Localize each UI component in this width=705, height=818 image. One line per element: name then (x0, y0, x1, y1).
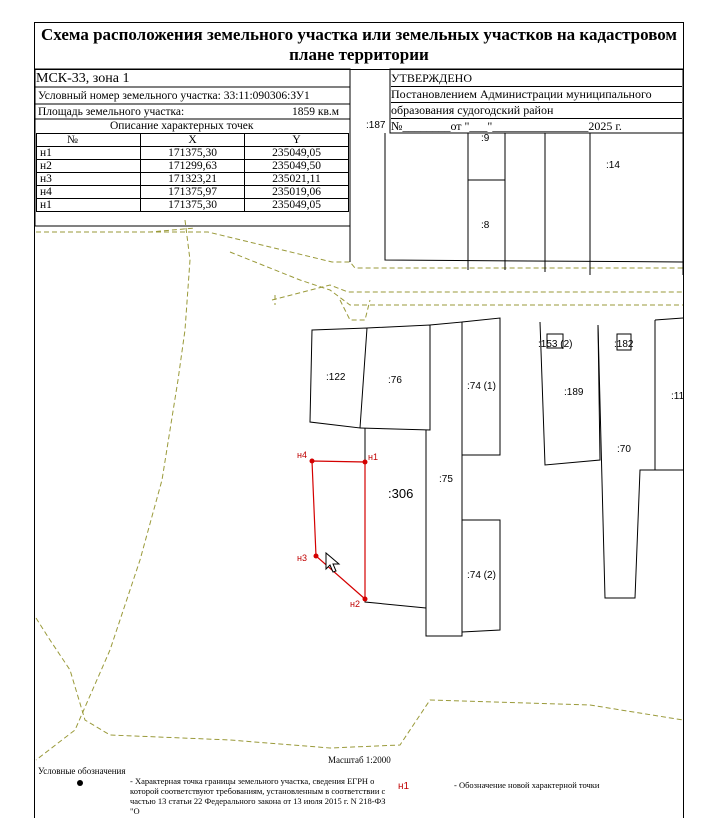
point-x: 171375,97 (141, 186, 245, 199)
legend-point-icon (77, 780, 83, 786)
point-y: 235019,06 (245, 186, 349, 199)
document-title: Схема расположения земельного участка или земельных участков на кадастровом плане территории (40, 25, 678, 64)
parcel-label-122: :122 (326, 372, 346, 383)
point-number: н2 (37, 160, 141, 173)
point-marker-n3 (314, 554, 319, 559)
legend-item-existing-point: - Характерная точка границы земельного участка, сведения ЕГРН о которой соответствуют требованиям, установленным в соответствии с частью 13 статьи 22 Федерального закона от 13 июля 2015 г. N 218-ФЗ "О (130, 776, 386, 816)
point-y: 235021,11 (245, 173, 349, 186)
point-label-n3: н3 (297, 553, 307, 563)
legend-item-new-point: - Обозначение новой характерной точки (454, 780, 600, 790)
road-outline (36, 220, 683, 760)
point-x: 171299,63 (141, 160, 245, 173)
points-caption: Описание характерных точек (110, 120, 254, 132)
approval-heading: УТВЕРЖДЕНО (391, 71, 682, 87)
point-label-n1: н1 (368, 452, 378, 462)
header-y: Y (245, 134, 349, 147)
mouse-cursor-icon (326, 553, 339, 572)
point-y: 235049,50 (245, 160, 349, 173)
zone-label: МСК-33, зона 1 (36, 71, 130, 86)
point-marker-n4 (310, 459, 315, 464)
parcel-label-9: :9 (481, 133, 490, 144)
parcel-label-75: :75 (439, 474, 453, 485)
parcel-label-189: :189 (564, 387, 584, 398)
point-number: н1 (37, 199, 141, 212)
parcel-label-11: :11 (671, 391, 685, 402)
point-x: 171375,30 (141, 147, 245, 160)
parcel-label-74-2: :74 (2) (467, 570, 496, 581)
parcel-label-306: :306 (388, 486, 414, 501)
new-parcel (297, 450, 378, 609)
point-y: 235049,05 (245, 147, 349, 160)
point-marker-n1 (363, 460, 368, 465)
legend-new-point-symbol: н1 (398, 781, 410, 792)
parcel-label-70: :70 (617, 444, 631, 455)
parcel-label-76: :76 (388, 375, 402, 386)
point-marker-n2 (363, 597, 368, 602)
point-x: 171323,21 (141, 173, 245, 186)
area-value: 1859 кв.м (292, 106, 340, 118)
header-x: X (141, 134, 245, 147)
approval-number-date: №________от "___"________________2025 г. (391, 119, 622, 133)
parcel-label-187: :187 (366, 120, 386, 131)
approval-municipality: образования судогодский район (391, 103, 682, 119)
point-number: н3 (37, 173, 141, 186)
approval-border (390, 69, 683, 133)
point-number: н1 (37, 147, 141, 160)
header-number: № (37, 134, 141, 147)
parcel-boundaries (310, 133, 683, 636)
parcel-label-14: :14 (606, 160, 620, 171)
parcel-label-8: :8 (481, 220, 490, 231)
point-number: н4 (37, 186, 141, 199)
point-label-n2: н2 (350, 599, 360, 609)
conditional-number: Условный номер земельного участка: 33:11:090306:ЗУ1 (38, 90, 310, 102)
scale-label: Масштаб 1:2000 (328, 755, 391, 765)
legend-title: Условные обозначения (38, 766, 126, 776)
area-label: Площадь земельного участка: (38, 106, 185, 118)
point-label-n4: н4 (297, 450, 307, 460)
parcel-label-182: :182 (614, 339, 634, 350)
parcel-label-74-1: :74 (1) (467, 381, 496, 392)
approval-authority: Постановлением Администрации муниципального (391, 87, 682, 103)
parcel-label-153: :153 (2) (538, 339, 573, 350)
point-x: 171375,30 (141, 199, 245, 212)
new-parcel-boundary (312, 461, 365, 599)
point-y: 235049,05 (245, 199, 349, 212)
info-block-border (35, 69, 350, 226)
